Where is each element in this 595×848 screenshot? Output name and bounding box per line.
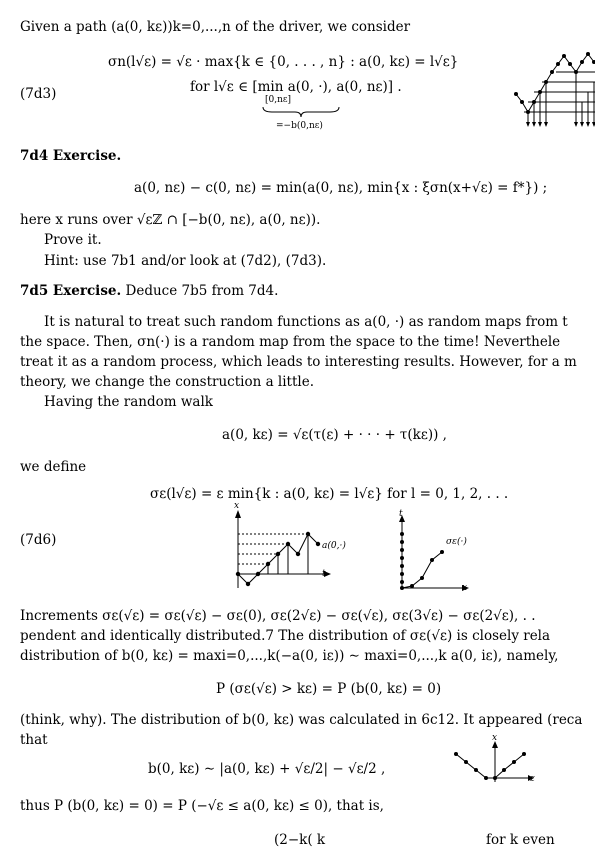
heading-7d4-exercise: 7d4 Exercise. <box>20 148 122 164</box>
text-line-14: Having the random walk <box>44 394 213 410</box>
heading-7d5-exercise: 7d5 Exercise. <box>20 283 122 299</box>
figure-walk-a-t-label: t <box>322 569 326 579</box>
text-line-1: Given a path (a(0, kε))k=0,...,n of the driver, we consider <box>20 19 411 35</box>
paragraph-7d5 <box>20 285 278 299</box>
text-line-12: treat it as a random process, which leads to interesting results. However, for a m <box>20 354 577 370</box>
equation-tag-7d6: (7d6) <box>20 532 57 548</box>
text-line-21: distribution of b(0, kε) = maxi=0,...,k(−a(0, iε)) ∼ maxi=0,...,k a(0, iε), namely, <box>20 648 559 664</box>
formula-range-subscript: [0,nε] <box>265 95 292 105</box>
text-line-13: theory, we change the construction a little. <box>20 374 314 390</box>
text-7d5-body: Deduce 7b5 from 7d4. <box>121 283 279 299</box>
text-line-23: (think, why). The distribution of b(0, kε) was calculated in 6c12. It appeared (reca <box>20 712 583 728</box>
formula-7d4: a(0, nε) − c(0, nε) = min(a(0, nε), min{x : ξσn(x+√ε) = f*}) ; <box>134 180 548 196</box>
figure-walk-a-x-label: x <box>234 501 240 511</box>
figure-sigma-curve-label: σε(·) <box>446 537 467 547</box>
underbrace-label: =−b(0,nε) <box>276 121 323 131</box>
figure-walk-a <box>228 501 363 596</box>
figure-sigma <box>394 509 474 594</box>
formula-sigma-n: σn(l√ε) = √ε · max{k ∈ {0, . . . , n} : a(0, kε) = l√ε} <box>108 54 459 70</box>
formula-sigma-eps: σε(l√ε) = ε min{k : a(0, kε) = l√ε} for l = 0, 1, 2, . . . <box>150 486 509 502</box>
figure-abs-value-z-label: z <box>530 774 535 784</box>
text-line-24: that <box>20 732 48 748</box>
formula-range: for l√ε ∈ [min a(0, ·), a(0, nε)] . <box>190 79 402 95</box>
formula-probability: P (σε(√ε) > kε) = P (b(0, kε) = 0) <box>216 681 442 697</box>
formula-b-distribution: b(0, kε) ∼ |a(0, kε) + √ε/2| − √ε/2 , <box>148 761 386 777</box>
figure-sigma-x-label: x <box>462 583 468 593</box>
text-prove-it: Prove it. <box>44 232 102 248</box>
figure-walk-levels <box>508 50 595 130</box>
text-line-27-left: (2−k( k <box>274 832 326 848</box>
figure-abs-value-x-label: x <box>492 733 498 743</box>
text-line-19: Increments σε(√ε) = σε(√ε) − σε(0), σε(2√ε) − σε(√ε), σε(3√ε) − σε(2√ε), . . <box>20 608 536 624</box>
underbrace <box>262 106 340 118</box>
figure-abs-value <box>450 733 540 788</box>
text-hint: Hint: use 7b1 and/or look at (7d2), (7d3). <box>44 253 327 269</box>
figure-sigma-t-label: t <box>399 509 403 519</box>
text-line-10: It is natural to treat such random functions as a(0, ·) as random maps from t <box>44 314 568 330</box>
equation-tag-7d3: (7d3) <box>20 86 57 102</box>
text-line-27-right: for k even <box>486 832 555 848</box>
figure-walk-a-curve-label: a(0,·) <box>322 541 346 551</box>
formula-random-walk: a(0, kε) = √ε(τ(ε) + · · · + τ(kε)) , <box>222 427 447 443</box>
text-line-20: pendent and identically distributed.7 The distribution of σε(√ε) is closely rela <box>20 628 551 644</box>
text-line-11: the space. Then, σn(·) is a random map from the space to the time! Neverthele <box>20 334 561 350</box>
text-we-define: we define <box>20 459 87 475</box>
text-line-here-x: here x runs over √εℤ ∩ [−b(0, nε), a(0, nε)). <box>20 212 321 228</box>
text-line-26: thus P (b(0, kε) = 0) = P (−√ε ≤ a(0, kε) ≤ 0), that is, <box>20 798 384 814</box>
